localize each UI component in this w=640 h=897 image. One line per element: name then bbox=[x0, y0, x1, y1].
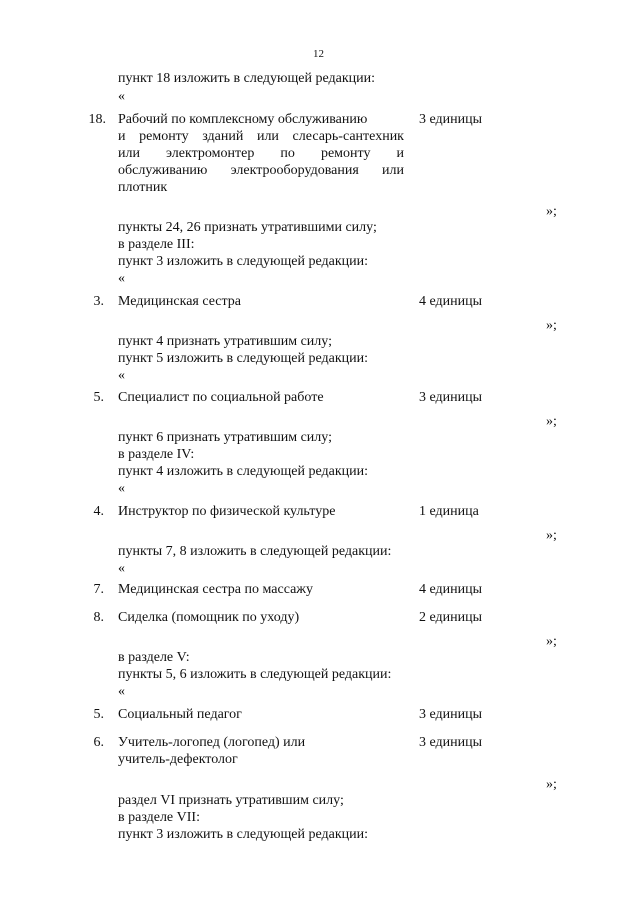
item-number: 5. bbox=[93, 707, 104, 722]
amendment-line: пункт 18 изложить в следующей редакции: bbox=[118, 71, 375, 86]
opening-quote: « bbox=[118, 368, 125, 383]
item-number: 4. bbox=[93, 504, 104, 519]
job-title: Специалист по социальной работе bbox=[118, 390, 324, 405]
job-title bbox=[118, 111, 404, 196]
opening-quote: « bbox=[118, 89, 125, 104]
staff-quantity: 3 единицы bbox=[419, 735, 483, 750]
job-title-line: или электромонтер по ремонту и bbox=[118, 146, 404, 161]
staff-quantity: 1 единица bbox=[419, 504, 479, 519]
job-title-line: Учитель-логопед (логопед) или bbox=[118, 735, 306, 750]
amendment-line: раздел VI признать утратившим силу; bbox=[118, 793, 344, 808]
job-title-line: учитель-дефектолог bbox=[118, 752, 238, 767]
job-title-line: обслуживанию электрооборудования или bbox=[118, 163, 404, 178]
closing-quote: »; bbox=[546, 204, 557, 219]
closing-quote: »; bbox=[546, 528, 557, 543]
staff-quantity: 4 единицы bbox=[419, 582, 483, 597]
closing-quote: »; bbox=[546, 414, 557, 429]
amendment-line: пункт 3 изложить в следующей редакции: bbox=[118, 827, 368, 842]
staff-quantity: 2 единицы bbox=[419, 610, 483, 625]
job-title: Инструктор по физической культуре bbox=[118, 504, 336, 519]
closing-quote: »; bbox=[546, 777, 557, 792]
amendment-line: пункт 3 изложить в следующей редакции: bbox=[118, 254, 368, 269]
amendment-line: пункты 7, 8 изложить в следующей редакции: bbox=[118, 544, 392, 559]
staff-quantity: 3 единицы bbox=[419, 112, 483, 127]
staff-quantity: 3 единицы bbox=[419, 390, 483, 405]
opening-quote: « bbox=[118, 481, 125, 496]
job-title-line: Рабочий по комплексному обслуживанию bbox=[118, 112, 368, 127]
item-number: 6. bbox=[93, 735, 104, 750]
job-title: Медицинская сестра по массажу bbox=[118, 582, 313, 597]
amendment-line: пункт 4 признать утратившим силу; bbox=[118, 334, 332, 349]
job-title: Социальный педагог bbox=[118, 707, 242, 722]
opening-quote: « bbox=[118, 684, 125, 699]
section-heading: в разделе V: bbox=[118, 650, 190, 665]
job-title: Медицинская сестра bbox=[118, 294, 242, 309]
job-title-line: и ремонту зданий или слесарь-сантехник bbox=[118, 129, 404, 144]
section-heading: в разделе VII: bbox=[118, 810, 200, 825]
section-heading: в разделе III: bbox=[118, 237, 195, 252]
amendment-line: пункт 4 изложить в следующей редакции: bbox=[118, 464, 368, 479]
amendment-line: пункты 24, 26 признать утратившими силу; bbox=[118, 220, 377, 235]
section-heading: в разделе IV: bbox=[118, 447, 195, 462]
amendment-line: пункт 6 признать утратившим силу; bbox=[118, 430, 332, 445]
item-number: 3. bbox=[93, 294, 104, 309]
staff-quantity: 3 единицы bbox=[419, 707, 483, 722]
item-number: 8. bbox=[93, 610, 104, 625]
opening-quote: « bbox=[118, 561, 125, 576]
item-number: 18. bbox=[88, 112, 106, 127]
opening-quote: « bbox=[118, 271, 125, 286]
closing-quote: »; bbox=[546, 634, 557, 649]
amendment-line: пункты 5, 6 изложить в следующей редакции: bbox=[118, 667, 392, 682]
page-number: 12 bbox=[313, 48, 324, 60]
amendment-line: пункт 5 изложить в следующей редакции: bbox=[118, 351, 368, 366]
job-title-line: плотник bbox=[118, 180, 168, 195]
item-number: 7. bbox=[93, 582, 104, 597]
job-title: Сиделка (помощник по уходу) bbox=[118, 610, 300, 625]
item-number: 5. bbox=[93, 390, 104, 405]
staff-quantity: 4 единицы bbox=[419, 294, 483, 309]
closing-quote: »; bbox=[546, 318, 557, 333]
